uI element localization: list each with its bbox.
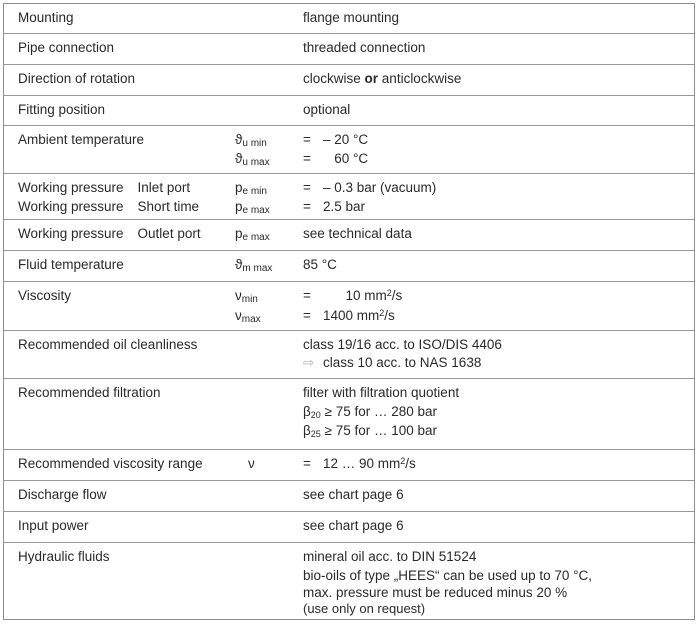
row-ambient-temperature	[4, 125, 694, 173]
value-cleanliness-nas: ⇨ class 10 acc. to NAS 1638	[303, 355, 482, 370]
row-working-pressure-outlet	[4, 219, 694, 250]
label-pipe-connection: Pipe connection	[18, 40, 115, 55]
symbol-nu-max: νmax	[235, 308, 261, 325]
symbol-p-e-min: pe min	[235, 180, 267, 197]
symbol-p-e-max-outlet: pe max	[235, 226, 270, 243]
value-pipe-connection: threaded connection	[303, 40, 426, 55]
value-hydraulic-mineral: mineral oil acc. to DIN 51524	[303, 549, 477, 564]
symbol-p-e-max: pe max	[235, 199, 270, 216]
label-viscosity: Viscosity	[18, 288, 72, 303]
value-mounting: flange mounting	[303, 10, 400, 25]
value-input-power: see chart page 6	[303, 518, 404, 533]
value-pressure-min: = – 0.3 bar (vacuum)	[303, 180, 437, 195]
row-discharge-flow	[4, 480, 694, 511]
value-fluid-temperature: 85 °C	[303, 257, 337, 272]
label-filtration: Recommended filtration	[18, 385, 161, 400]
value-viscosity-max: = 1400 $mm^2/s$	[303, 308, 395, 323]
value-pressure-outlet: see technical data	[303, 226, 412, 241]
row-hydraulic-fluids	[4, 542, 694, 619]
value-hydraulic-request: (use only on request)	[303, 601, 426, 616]
value-filtration-beta25: β25 ≥ 75 for … 100 bar	[303, 423, 438, 439]
symbol-nu: ν	[248, 456, 255, 471]
value-rotation-b: anticlockwise	[381, 71, 462, 86]
value-filtration-beta20: β20 ≥ 75 for … 280 bar	[303, 404, 438, 420]
value-cleanliness-iso: class 19/16 acc. to ISO/DIS 4406	[303, 337, 502, 352]
row-input-power	[4, 511, 694, 542]
label-oil-cleanliness: Recommended oil cleanliness	[18, 337, 198, 352]
row-filtration	[4, 378, 694, 449]
value-viscosity-min: = 10 $mm^2/s$	[303, 288, 403, 303]
label-working-pressure-short: Working pressure Short time	[18, 199, 200, 214]
symbol-theta-u-max: ϑu max	[235, 151, 270, 168]
value-pressure-max: = 2.5 bar	[303, 199, 366, 214]
label-rotation: Direction of rotation	[18, 71, 136, 86]
label-ambient-temperature: Ambient temperature	[18, 132, 145, 147]
symbol-theta-m-max: ϑm max	[235, 257, 273, 274]
row-pipe-connection	[4, 33, 694, 64]
symbol-theta-u-min: ϑu min	[235, 132, 267, 149]
value-ambient-min: = – 20 °C	[303, 132, 369, 147]
value-discharge-flow: see chart page 6	[303, 487, 404, 502]
value-ambient-max: = 60 °C	[303, 151, 369, 166]
label-viscosity-range: Recommended viscosity range	[18, 456, 203, 471]
value-rotation	[303, 71, 461, 86]
value-hydraulic-pressure: max. pressure must be reduced minus 20 %	[303, 585, 568, 600]
label-fluid-temperature: Fluid temperature	[18, 257, 124, 272]
row-mounting	[4, 4, 694, 33]
label-discharge-flow: Discharge flow	[18, 487, 107, 502]
value-viscosity-range: = 12 … 90 $mm^2/s$	[303, 456, 416, 471]
row-fitting-position	[4, 95, 694, 125]
label-mounting: Mounting	[18, 10, 74, 25]
value-fitting-position: optional	[303, 102, 351, 117]
label-fitting-position: Fitting position	[18, 102, 106, 117]
row-oil-cleanliness	[4, 330, 694, 378]
spec-table	[3, 3, 695, 620]
label-working-pressure-outlet: Working pressure Outlet port	[18, 226, 201, 241]
row-working-pressure-inlet	[4, 173, 694, 219]
label-hydraulic-fluids: Hydraulic fluids	[18, 549, 110, 564]
symbol-nu-min: νmin	[235, 288, 258, 305]
row-viscosity	[4, 281, 694, 330]
row-rotation	[4, 64, 694, 95]
label-working-pressure-inlet: Working pressure Inlet port	[18, 180, 191, 195]
label-input-power: Input power	[18, 518, 89, 533]
value-rotation-or: or	[364, 71, 379, 86]
row-viscosity-range	[4, 449, 694, 480]
value-hydraulic-bio: bio-oils of type „HEES“ can be used up to 70 °C,	[303, 568, 593, 583]
value-filtration-quotient: filter with filtration quotient	[303, 385, 460, 400]
value-rotation-a: clockwise	[303, 71, 361, 86]
arrow-right-icon: ⇨	[303, 355, 315, 370]
row-fluid-temperature	[4, 250, 694, 281]
